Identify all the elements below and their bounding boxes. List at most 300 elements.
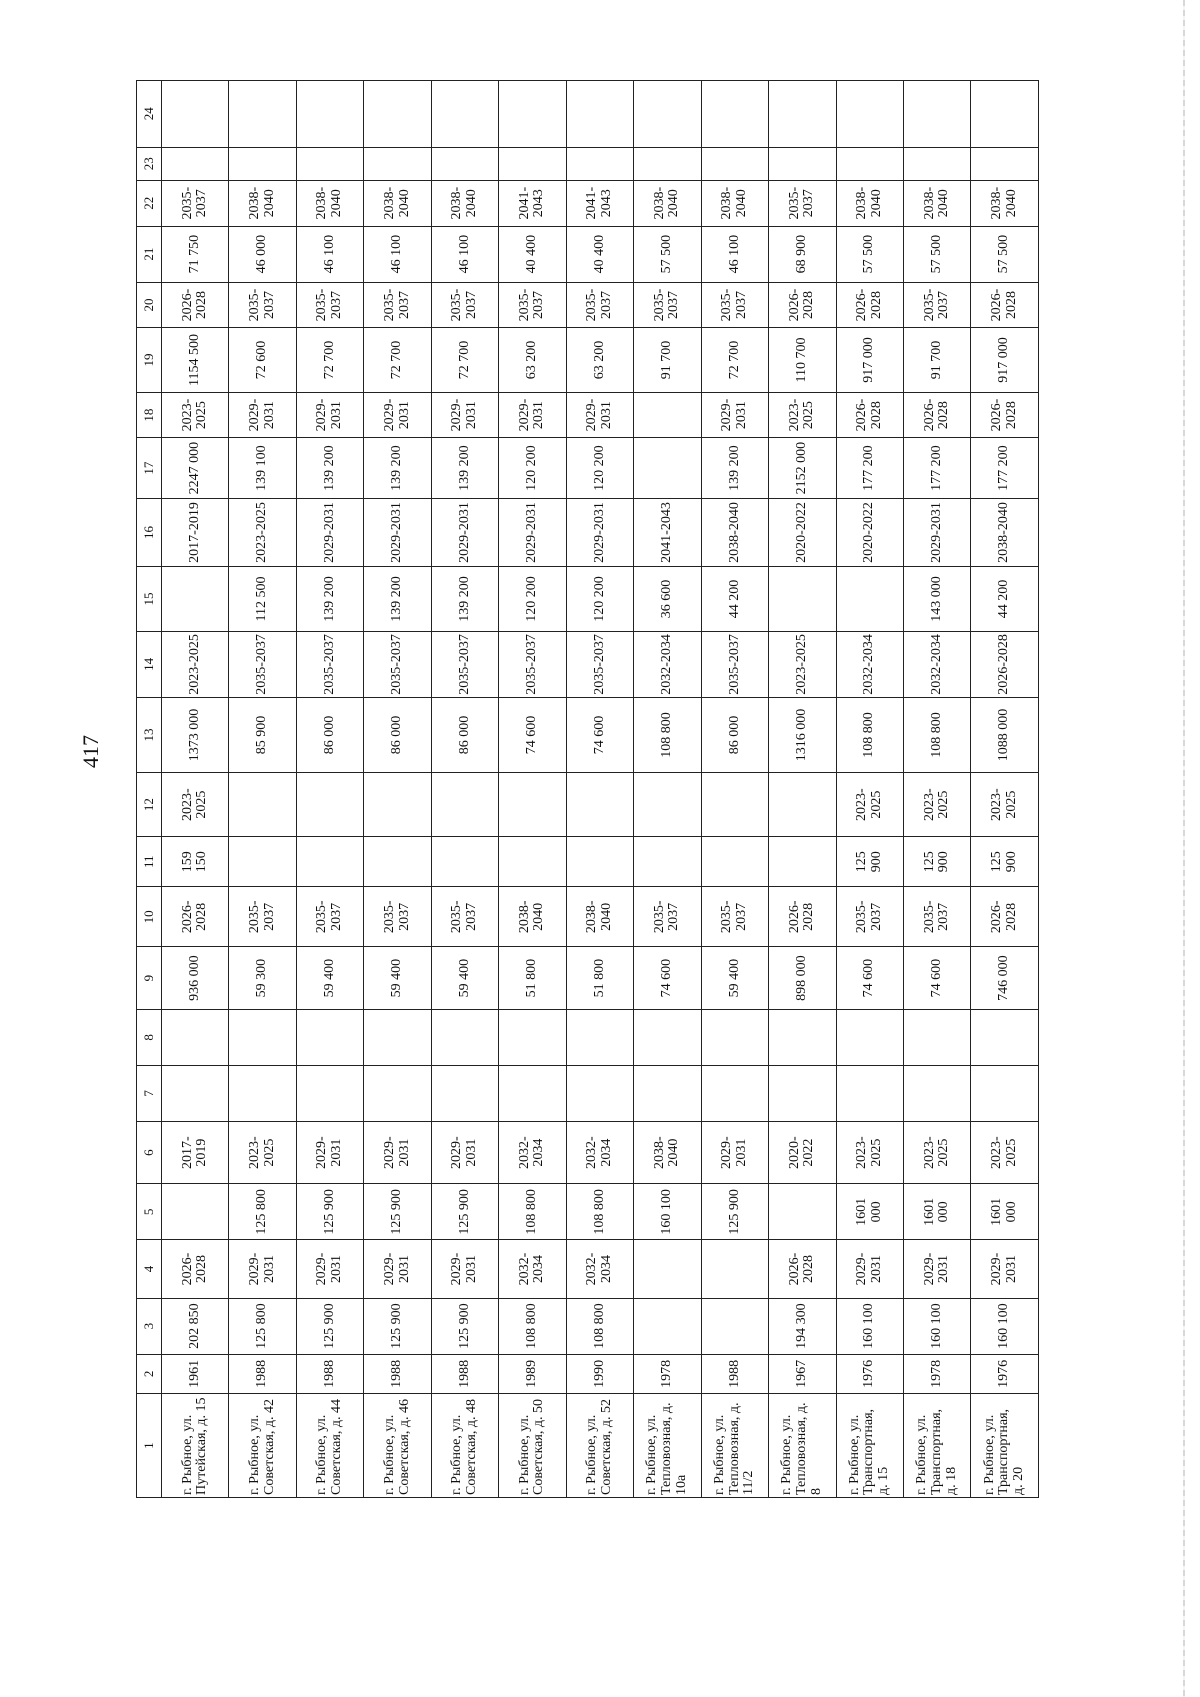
table-cell: 108 800	[566, 1298, 633, 1354]
column-header: 19	[137, 328, 162, 392]
table-cell: 2038-2040	[634, 1121, 701, 1183]
table-cell: 2020-2022	[769, 1121, 836, 1183]
table-cell: 2038-2040	[701, 180, 768, 226]
table-cell: 125 900	[296, 1298, 363, 1354]
table-cell: 91 700	[903, 328, 970, 392]
table-cell	[566, 837, 633, 887]
table-cell	[971, 81, 1039, 148]
table-cell	[971, 147, 1039, 180]
table-cell: 2029-2031	[903, 1240, 970, 1298]
table-cell: 74 600	[499, 698, 566, 773]
table-cell: 2035-2037	[566, 282, 633, 328]
column-header: 11	[137, 837, 162, 887]
table-cell	[701, 147, 768, 180]
table-cell: 2035-2037	[296, 887, 363, 947]
table-cell: 2026-2028	[769, 282, 836, 328]
table-cell: 125 900	[701, 1184, 768, 1240]
table-cell	[634, 837, 701, 887]
table-cell: 2041-2043	[499, 180, 566, 226]
column-header: 10	[137, 887, 162, 947]
column-header: 9	[137, 947, 162, 1009]
table-cell: 1601 000	[971, 1184, 1039, 1240]
table-cell: 194 300	[769, 1298, 836, 1354]
table-cell: 63 200	[499, 328, 566, 392]
table-cell: 59 400	[701, 947, 768, 1009]
table-cell: 2023-2025	[971, 772, 1039, 836]
table-cell: 2026-2028	[162, 887, 229, 947]
table-cell: 108 800	[566, 1184, 633, 1240]
address-cell: г. Рыбное, ул. Транспортная, д. 15	[836, 1394, 903, 1498]
table-cell: 2029-2031	[296, 1240, 363, 1298]
table-cell: 71 750	[162, 226, 229, 282]
table-cell: 51 800	[566, 947, 633, 1009]
table-cell: 2038-2040	[836, 180, 903, 226]
table-cell: 46 000	[229, 226, 296, 282]
table-cell: 120 200	[499, 567, 566, 631]
table-cell	[634, 1009, 701, 1065]
column-header: 12	[137, 772, 162, 836]
table-row	[364, 81, 431, 1498]
table-cell	[431, 81, 498, 148]
table-cell	[701, 1065, 768, 1121]
table-cell: 160 100	[903, 1298, 970, 1354]
table-cell: 2035-2037	[431, 887, 498, 947]
table-cell: 108 800	[499, 1298, 566, 1354]
table-cell	[701, 772, 768, 836]
table-cell: 59 300	[229, 947, 296, 1009]
table-cell: 139 200	[701, 438, 768, 498]
table-cell: 125 800	[229, 1184, 296, 1240]
table-cell: 2029-2031	[229, 392, 296, 438]
table-cell: 2035-2037	[229, 282, 296, 328]
table-cell: 2026-2028	[769, 1240, 836, 1298]
column-header: 17	[137, 438, 162, 498]
table-cell: 2026-2028	[162, 282, 229, 328]
repair-schedule-table	[136, 80, 1039, 1498]
table-cell: 2026-2028	[971, 887, 1039, 947]
table-cell: 1989	[499, 1354, 566, 1393]
table-cell: 74 600	[566, 698, 633, 773]
table-cell: 2038-2040	[296, 180, 363, 226]
table-cell	[499, 1065, 566, 1121]
address-cell: г. Рыбное, ул. Тепловозная, д. 11/2	[701, 1394, 768, 1498]
table-cell: 46 100	[364, 226, 431, 282]
table-cell: 2029-2031	[431, 392, 498, 438]
table-cell: 108 800	[499, 1184, 566, 1240]
table-cell: 917 000	[971, 328, 1039, 392]
table-cell: 2026-2028	[769, 887, 836, 947]
table-cell: 2035-2037	[634, 282, 701, 328]
table-cell	[634, 1065, 701, 1121]
table-cell: 2038-2040	[971, 180, 1039, 226]
table-cell: 2035-2037	[364, 887, 431, 947]
table-cell: 2038-2040	[971, 498, 1039, 567]
table-cell: 72 700	[364, 328, 431, 392]
table-cell	[634, 1298, 701, 1354]
table-cell	[769, 837, 836, 887]
table-cell: 2032-2034	[566, 1121, 633, 1183]
table-cell: 74 600	[903, 947, 970, 1009]
table-cell	[364, 1009, 431, 1065]
table-cell	[903, 1009, 970, 1065]
address-cell: г. Рыбное, ул. Советская, д. 46	[364, 1394, 431, 1498]
table-cell: 2029-2031	[701, 1121, 768, 1183]
column-header: 16	[137, 498, 162, 567]
table-cell: 44 200	[971, 567, 1039, 631]
table-row	[836, 81, 903, 1498]
table-cell	[229, 772, 296, 836]
table-cell	[364, 772, 431, 836]
table-cell	[566, 147, 633, 180]
table-cell	[701, 837, 768, 887]
rotated-table-container	[136, 80, 1039, 1498]
table-cell: 2029-2031	[566, 392, 633, 438]
table-cell: 898 000	[769, 947, 836, 1009]
table-cell	[499, 1009, 566, 1065]
table-cell: 177 200	[836, 438, 903, 498]
table-cell	[296, 81, 363, 148]
table-cell: 1601 000	[903, 1184, 970, 1240]
table-cell	[229, 147, 296, 180]
table-cell: 1601 000	[836, 1184, 903, 1240]
table-cell: 2029-2031	[364, 498, 431, 567]
address-cell: г. Рыбное, ул. Тепловозная, д. 8	[769, 1394, 836, 1498]
table-cell: 2023-2025	[836, 772, 903, 836]
header-row	[137, 81, 162, 1498]
column-header: 21	[137, 226, 162, 282]
table-cell	[769, 772, 836, 836]
table-cell	[836, 1009, 903, 1065]
table-cell: 125 800	[229, 1298, 296, 1354]
table-cell: 2029-2031	[296, 498, 363, 567]
table-cell: 2029-2031	[431, 1121, 498, 1183]
table-cell: 68 900	[769, 226, 836, 282]
table-cell: 2017-2019	[162, 1121, 229, 1183]
table-cell: 2035-2037	[364, 631, 431, 697]
table-cell: 2032-2034	[836, 631, 903, 697]
table-cell: 1088 000	[971, 698, 1039, 773]
table-cell: 2020-2022	[769, 498, 836, 567]
table-cell: 2035-2037	[903, 887, 970, 947]
table-cell: 1373 000	[162, 698, 229, 773]
table-cell: 2029-2031	[499, 392, 566, 438]
column-header: 3	[137, 1298, 162, 1354]
table-cell	[162, 1009, 229, 1065]
table-cell	[431, 837, 498, 887]
table-cell: 177 200	[903, 438, 970, 498]
table-cell	[162, 1065, 229, 1121]
table-cell: 2029-2031	[364, 1240, 431, 1298]
table-cell: 2029-2031	[499, 498, 566, 567]
table-cell	[229, 1009, 296, 1065]
table-cell: 2029-2031	[364, 1121, 431, 1183]
table-cell: 46 100	[296, 226, 363, 282]
table-cell: 160 100	[971, 1298, 1039, 1354]
table-cell	[229, 837, 296, 887]
address-cell: г. Рыбное, ул. Транспортная, д. 18	[903, 1394, 970, 1498]
table-row	[903, 81, 970, 1498]
table-cell: 2026-2028	[162, 1240, 229, 1298]
column-header: 14	[137, 631, 162, 697]
table-cell: 2029-2031	[903, 498, 970, 567]
table-cell	[162, 81, 229, 148]
table-cell: 125 900	[836, 837, 903, 887]
table-cell: 2029-2031	[229, 1240, 296, 1298]
table-cell	[903, 147, 970, 180]
table-cell	[499, 147, 566, 180]
table-cell	[634, 392, 701, 438]
table-cell	[769, 1065, 836, 1121]
scan-edge	[1183, 0, 1185, 1697]
address-cell: г. Рыбное, ул. Путейская, д. 15	[162, 1394, 229, 1498]
table-cell	[431, 147, 498, 180]
column-header: 23	[137, 147, 162, 180]
table-cell	[229, 1065, 296, 1121]
address-cell: г. Рыбное, ул. Советская, д. 48	[431, 1394, 498, 1498]
table-cell: 1978	[903, 1354, 970, 1393]
table-cell: 44 200	[701, 567, 768, 631]
table-cell	[701, 81, 768, 148]
column-header: 22	[137, 180, 162, 226]
table-cell	[836, 567, 903, 631]
table-cell: 125 900	[431, 1184, 498, 1240]
table-cell: 2035-2037	[903, 282, 970, 328]
table-cell	[566, 1009, 633, 1065]
table-cell: 2029-2031	[431, 498, 498, 567]
table-cell: 1990	[566, 1354, 633, 1393]
table-cell	[701, 1298, 768, 1354]
table-cell: 59 400	[364, 947, 431, 1009]
column-header: 20	[137, 282, 162, 328]
table-cell	[162, 147, 229, 180]
table-cell	[903, 1065, 970, 1121]
table-cell	[903, 81, 970, 148]
table-cell: 2020-2022	[836, 498, 903, 567]
table-cell	[836, 1065, 903, 1121]
table-body	[162, 81, 1039, 1498]
table-cell	[769, 1184, 836, 1240]
table-cell: 2023-2025	[229, 1121, 296, 1183]
table-cell: 46 100	[701, 226, 768, 282]
table-cell: 139 200	[296, 438, 363, 498]
table-cell: 2023-2025	[162, 392, 229, 438]
table-cell: 2026-2028	[903, 392, 970, 438]
table-row	[566, 81, 633, 1498]
table-cell: 125 900	[364, 1298, 431, 1354]
table-cell	[364, 147, 431, 180]
table-row	[971, 81, 1039, 1498]
table-cell: 139 200	[431, 567, 498, 631]
table-cell: 2035-2037	[162, 180, 229, 226]
table-cell	[296, 1065, 363, 1121]
table-cell: 2032-2034	[499, 1240, 566, 1298]
table-cell: 112 500	[229, 567, 296, 631]
table-cell: 2035-2037	[499, 282, 566, 328]
table-cell	[769, 147, 836, 180]
table-cell	[566, 772, 633, 836]
table-cell: 36 600	[634, 567, 701, 631]
table-cell: 2029-2031	[364, 392, 431, 438]
table-cell: 2032-2034	[566, 1240, 633, 1298]
table-row	[701, 81, 768, 1498]
page-number: 417	[78, 735, 103, 768]
table-cell: 2023-2025	[903, 1121, 970, 1183]
table-cell	[364, 837, 431, 887]
table-cell: 2035-2037	[769, 180, 836, 226]
table-cell: 2035-2037	[229, 887, 296, 947]
table-cell: 2023-2025	[162, 631, 229, 697]
table-cell: 2029-2031	[296, 1121, 363, 1183]
table-cell: 2038-2040	[229, 180, 296, 226]
table-cell	[364, 1065, 431, 1121]
table-cell: 2035-2037	[566, 631, 633, 697]
table-cell: 2023-2025	[769, 631, 836, 697]
table-cell: 2035-2037	[364, 282, 431, 328]
table-cell	[769, 81, 836, 148]
table-cell: 917 000	[836, 328, 903, 392]
table-cell: 57 500	[634, 226, 701, 282]
column-header: 2	[137, 1354, 162, 1393]
table-cell	[499, 837, 566, 887]
table-cell: 85 900	[229, 698, 296, 773]
table-cell: 125 900	[971, 837, 1039, 887]
table-cell: 143 000	[903, 567, 970, 631]
address-cell: г. Рыбное, ул. Тепловозная, д. 10а	[634, 1394, 701, 1498]
table-cell: 2038-2040	[364, 180, 431, 226]
table-cell: 139 200	[296, 567, 363, 631]
table-cell: 2026-2028	[836, 282, 903, 328]
table-cell: 63 200	[566, 328, 633, 392]
table-cell: 2035-2037	[701, 282, 768, 328]
table-cell: 86 000	[431, 698, 498, 773]
table-cell: 1978	[634, 1354, 701, 1393]
table-cell: 2035-2037	[634, 887, 701, 947]
table-cell	[836, 81, 903, 148]
table-cell: 1988	[229, 1354, 296, 1393]
table-cell	[769, 567, 836, 631]
table-cell	[296, 1009, 363, 1065]
table-cell: 2035-2037	[701, 631, 768, 697]
table-cell	[296, 837, 363, 887]
table-cell: 139 200	[364, 438, 431, 498]
table-cell: 72 700	[701, 328, 768, 392]
table-cell: 2035-2037	[229, 631, 296, 697]
table-cell: 1976	[971, 1354, 1039, 1393]
column-header: 13	[137, 698, 162, 773]
table-row	[229, 81, 296, 1498]
table-cell: 2035-2037	[296, 631, 363, 697]
address-cell: г. Рыбное, ул. Советская, д. 52	[566, 1394, 633, 1498]
table-cell	[701, 1009, 768, 1065]
table-cell: 74 600	[634, 947, 701, 1009]
table-cell: 177 200	[971, 438, 1039, 498]
table-cell: 2035-2037	[431, 282, 498, 328]
column-header: 18	[137, 392, 162, 438]
table-cell: 2029-2031	[431, 1240, 498, 1298]
table-cell	[296, 147, 363, 180]
table-cell: 160 100	[836, 1298, 903, 1354]
table-cell: 1988	[701, 1354, 768, 1393]
table-cell: 40 400	[566, 226, 633, 282]
table-row	[499, 81, 566, 1498]
table-cell: 86 000	[701, 698, 768, 773]
column-header: 15	[137, 567, 162, 631]
table-cell	[566, 1065, 633, 1121]
table-cell: 139 200	[364, 567, 431, 631]
table-cell: 159 150	[162, 837, 229, 887]
table-cell: 2032-2034	[634, 631, 701, 697]
table-cell: 2041-2043	[566, 180, 633, 226]
column-header: 8	[137, 1009, 162, 1065]
table-cell: 74 600	[836, 947, 903, 1009]
table-cell: 86 000	[296, 698, 363, 773]
table-cell	[499, 81, 566, 148]
table-row	[769, 81, 836, 1498]
table-cell: 40 400	[499, 226, 566, 282]
table-cell: 1976	[836, 1354, 903, 1393]
table-cell: 72 600	[229, 328, 296, 392]
table-cell: 2023-2025	[162, 772, 229, 836]
table-cell: 1988	[431, 1354, 498, 1393]
table-cell: 936 000	[162, 947, 229, 1009]
table-cell: 139 100	[229, 438, 296, 498]
table-cell: 57 500	[836, 226, 903, 282]
table-cell: 108 800	[836, 698, 903, 773]
table-cell: 2152 000	[769, 438, 836, 498]
address-cell: г. Рыбное, ул. Советская, д. 42	[229, 1394, 296, 1498]
table-cell: 2023-2025	[903, 772, 970, 836]
table-cell: 2023-2025	[229, 498, 296, 567]
table-cell: 1154 500	[162, 328, 229, 392]
column-header: 7	[137, 1065, 162, 1121]
table-cell	[431, 772, 498, 836]
table-cell: 125 900	[296, 1184, 363, 1240]
table-cell: 120 200	[566, 567, 633, 631]
table-cell: 2035-2037	[701, 887, 768, 947]
table-cell: 46 100	[431, 226, 498, 282]
table-cell: 125 900	[431, 1298, 498, 1354]
table-cell: 59 400	[296, 947, 363, 1009]
table-cell: 1967	[769, 1354, 836, 1393]
table-cell	[634, 147, 701, 180]
table-cell	[364, 81, 431, 148]
table-cell	[229, 81, 296, 148]
table-row	[296, 81, 363, 1498]
table-cell: 2026-2028	[971, 282, 1039, 328]
table-cell: 108 800	[634, 698, 701, 773]
table-cell: 1961	[162, 1354, 229, 1393]
table-cell	[701, 1240, 768, 1298]
table-cell	[769, 1009, 836, 1065]
table-cell: 72 700	[296, 328, 363, 392]
table-row	[634, 81, 701, 1498]
table-cell	[162, 567, 229, 631]
table-cell: 202 850	[162, 1298, 229, 1354]
table-cell: 746 000	[971, 947, 1039, 1009]
table-row	[162, 81, 229, 1498]
table-cell: 125 900	[903, 837, 970, 887]
column-header: 1	[137, 1394, 162, 1498]
table-cell: 91 700	[634, 328, 701, 392]
table-cell: 2029-2031	[566, 498, 633, 567]
table-cell: 2035-2037	[499, 631, 566, 697]
table-cell: 2026-2028	[971, 392, 1039, 438]
table-cell: 120 200	[499, 438, 566, 498]
table-cell: 2041-2043	[634, 498, 701, 567]
table-cell: 108 800	[903, 698, 970, 773]
column-header: 5	[137, 1184, 162, 1240]
table-cell: 2038-2040	[499, 887, 566, 947]
